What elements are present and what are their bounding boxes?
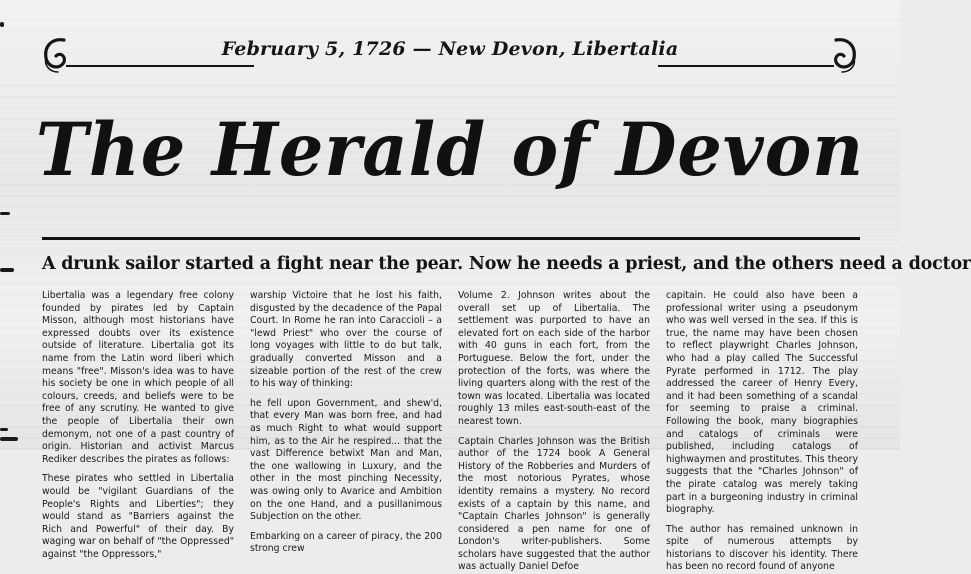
paragraph: capitain. He could also have been a professional writer using a pseudonym who was well versed in the sea. If this is true, the name may have been chosen to reflect playwright Charles Johnson, who had a play called The Successful Pyrate performed in 1712. The play addressed the career of Henry Every, and it had been something of a scandal for seeming to praise a criminal. Following the book, many biographies and catalogs of criminals were published, including catalogs of highwaymen and prostitutes. This theory suggests that the "Charles Johnson" of the pirate catalog was merely taking part in a burgeoning industry in criminal biography. [666,290,858,516]
article-column-4 [666,290,858,573]
article-body [42,290,860,573]
scroll-flourish-right-icon [830,36,860,76]
paragraph: Volume 2. Johnson writes about the overall set up of Libertalia. The settlement was purported to have an elevated fort on each side of the harbor with 40 guns in each fort, from the Portuguese. Below the fort, under the protection of the forts, was where the living quarters along with the rest of the town was located. Libertalia was located roughly 13 miles east-south-east of the nearest town. [458,290,650,427]
paragraph: The author has remained unknown in spite of numerous attempts by historians to discover his identity. There has been no record found of anyone [666,523,858,573]
paragraph: These pirates who settled in Libertalia would be "vigilant Guardians of the People's Rights and Liberties"; they would stand as "Barriers against the Rich and Powerful" of their day. By waging war on behalf of "the Oppressed" against "the Oppressors," [42,473,234,560]
article-column-3 [458,290,650,573]
paragraph: Embarking on a career of piracy, the 200 strong crew [250,530,442,555]
ink-smudge [0,437,18,441]
dateline-rule-right [658,65,834,67]
dateline-banner [40,28,860,84]
article-headline: A drunk sailor started a fight near the pear. Now he needs a priest, and the others need a doctor [42,254,971,274]
article-column-1 [42,290,234,560]
ink-smudge [0,22,4,27]
ink-smudge [0,428,8,431]
paragraph: warship Victoire that he lost his faith, disgusted by the decadence of the Papal Court. In Rome he ran into Caraccioli – a "lewd Priest" who over the course of long voyages with little to do but talk, gradually converted Misson and a sizeable portion of the rest of the crew to his way of thinking: [250,290,442,390]
ink-smudge [0,268,14,272]
ink-smudge [0,212,10,215]
article-column-2 [250,290,442,555]
masthead-rule [42,237,860,240]
paragraph: Libertalia was a legendary free colony founded by pirates led by Captain Misson, although most historians have expressed doubts over its existence outside of literature. Libertalia got its name from the Latin word liberi which means "free". Misson's idea was to have his society be one in which people of all colours, creeds, and beliefs were to be free of any scrutiny. He wanted to give the people of Libertalia their own demonym, not one of a past country of origin. Historian and activist Marcus Rediker describes the pirates as follows: [42,290,234,465]
dateline: February 5, 1726 — New Devon, Libertalia [221,38,679,60]
dateline-rule-left [66,65,254,67]
paragraph: he fell upon Government, and shew'd, that every Man was born free, and had as much Right to what would support him, as to the Air he respired... that the vast Difference betwixt Man and Man, the one wallowing in Luxury, and the other in the most pinching Necessity, was owing only to Avarice and Ambition on the one Hand, and a pusillanimous Subjection on the other. [250,397,442,523]
masthead-title: The Herald of Devon [35,105,865,194]
paragraph: Captain Charles Johnson was the British author of the 1724 book A General History of the Robberies and Murders of the most notorious Pyrates, whose identity remains a mystery. No record exists of a captain by this name, and "Captain Charles Johnson" is generally considered a pen name for one of London's writer-publishers. Some scholars have suggested that the author was actually Daniel Defoe [458,435,650,573]
